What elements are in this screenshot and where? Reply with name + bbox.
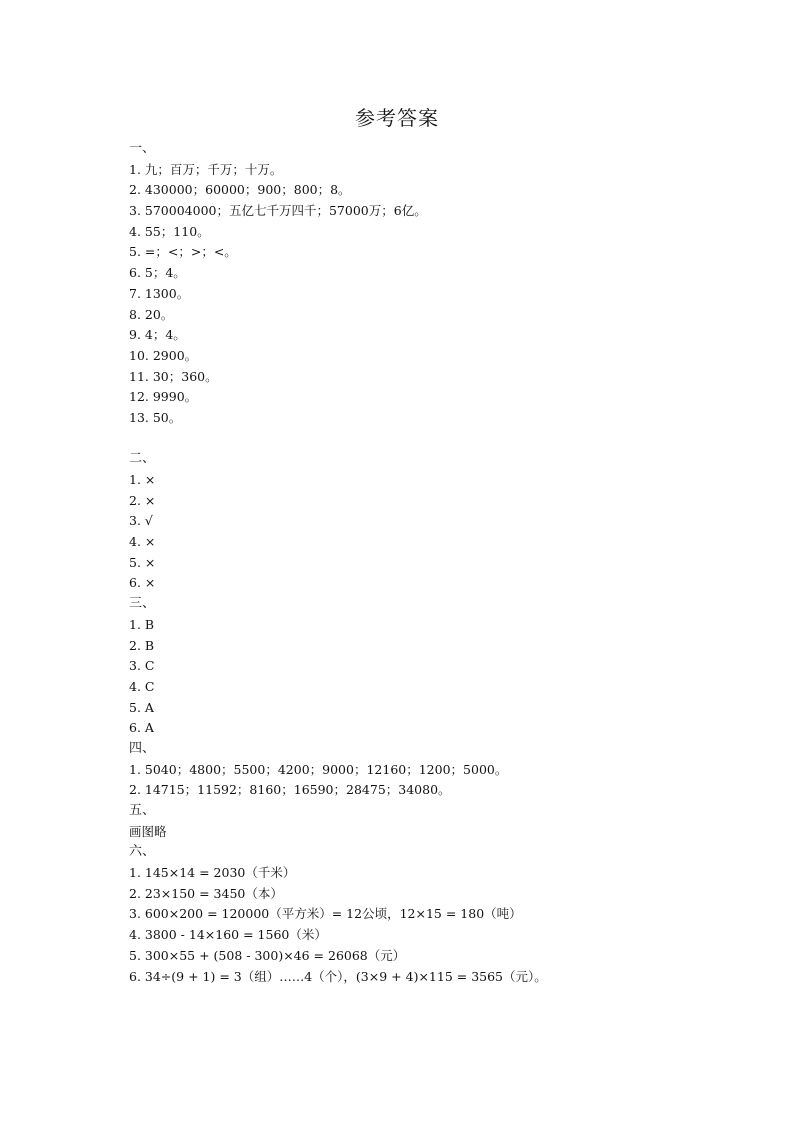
answer-content [129,139,749,987]
answer-line: 2. 14715；11592；8160；16590；28475；34080。 [129,782,451,798]
section-heading-3: 三、 [129,596,156,612]
answer-line: 3. √ [129,513,153,529]
answer-line: 8. 20。 [129,306,174,322]
answer-line: 2. 430000；60000；900；800；8。 [129,182,351,198]
answer-line: 2. B [129,637,155,653]
answer-line: 1. 5040；4800；5500；4200；9000；12160；1200；5000。 [129,761,508,777]
section-heading-1: 一、 [129,141,156,156]
answer-line: 4. 3800 - 14×160 = 1560（米） [129,927,327,943]
answer-line: 5. A [129,699,154,715]
answer-line: 5. =；<；>；<。 [129,244,237,260]
blank-line [129,429,749,450]
answer-line: 2. 23×150 = 3450（本） [129,885,283,901]
section-heading-5: 五、 [129,803,156,818]
answer-line: 5. × [129,554,156,570]
answer-line: 6. 34÷(9 + 1) = 3（组）……4（个），(3×9 + 4)×115 = 3565（元）。 [129,968,547,984]
section-heading-2: 二、 [129,451,156,467]
answer-line: 11. 30；360。 [129,368,218,384]
answer-line: 4. C [129,678,155,694]
answer-line: 1. B [129,616,155,632]
answer-line: 7. 1300。 [129,285,190,301]
answer-line: 12. 9990。 [129,389,198,405]
page-title: 参考答案 [355,106,439,130]
answer-line: 5. 300×55 + (508 - 300)×46 = 26068（元） [129,947,406,963]
answer-line: 4. 55；110。 [129,223,210,239]
answer-line: 画图略 [129,823,167,839]
answer-line: 10. 2900。 [129,347,198,363]
answer-line: 1. × [129,472,156,487]
answer-line: 2. × [129,492,156,508]
answer-line: 3. 600×200 = 120000（平方米）= 12公顷，12×15 = 180（吨） [129,906,522,922]
answer-line: 9. 4；4。 [129,327,186,343]
answer-line: 6. A [129,720,154,736]
section-heading-6: 六、 [129,844,156,860]
answer-line: 6. × [129,575,156,591]
answer-line: 1. 九；百万；千万；十万。 [129,161,283,177]
answer-line: 6. 5；4。 [129,265,186,281]
answer-line: 1. 145×14 = 2030（千米） [129,865,296,881]
answer-line: 3. 570004000；五亿七千万四千；57000万；6亿。 [129,203,427,219]
answer-line: 13. 50。 [129,409,182,425]
answer-line: 4. × [129,534,156,550]
answer-line: 3. C [129,658,155,674]
section-heading-4: 四、 [129,740,156,756]
